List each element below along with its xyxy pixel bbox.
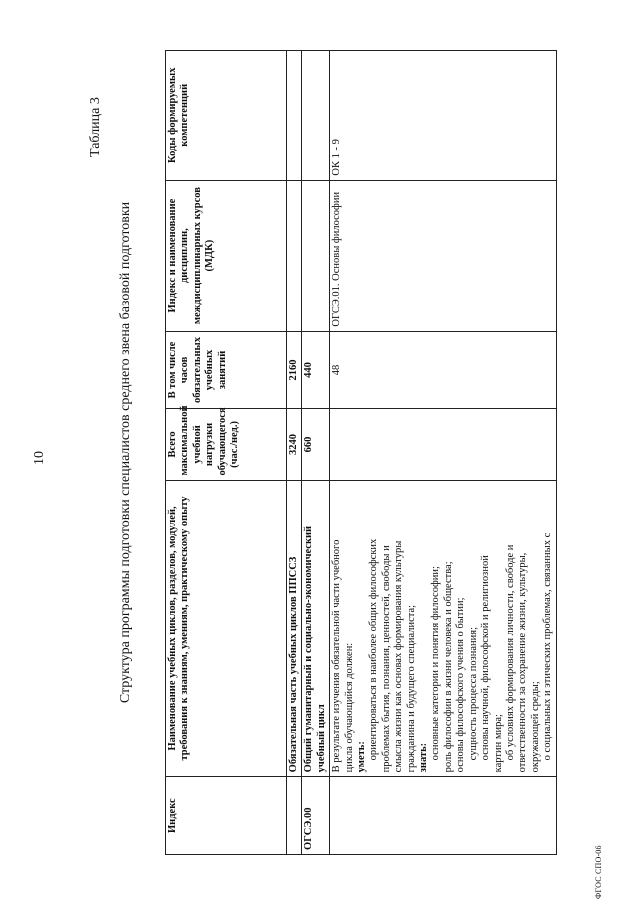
cell-mandatory: 48 xyxy=(330,331,556,409)
header-max-load: Всего максимальной учебной нагрузки обучающегося (час./нед.) xyxy=(166,409,287,480)
requirement-heading-skills: уметь: xyxy=(356,741,368,773)
cell-codes: ОК 1 - 9 xyxy=(330,51,556,181)
requirement-line: гражданина и будущего специалиста; xyxy=(405,604,417,773)
structure-table xyxy=(165,50,557,855)
requirement-line: о социальных и этических проблемах, связанных с xyxy=(542,532,554,761)
cell-mandatory: 440 xyxy=(302,331,330,409)
requirement-line: основные категории и понятия философии; xyxy=(430,566,442,761)
requirement-line: проблемах бытия, познания, ценностей, свободы и xyxy=(380,545,392,773)
requirement-line: окружающей среды; xyxy=(529,681,541,773)
table-row-cycle xyxy=(302,51,330,855)
requirement-heading-knowledge: знать: xyxy=(418,742,430,773)
cell-max-load xyxy=(330,409,556,480)
table-header-row xyxy=(166,51,287,855)
cell-index xyxy=(287,777,302,855)
header-discipline: Индекс и наименование дисциплин, междисциплинарных курсов (МДК) xyxy=(166,180,287,331)
header-competency-codes: Коды формируемых компетенций xyxy=(166,51,287,181)
document-title: Структура программы подготовки специалистов среднего звена базовой подготовки xyxy=(118,201,133,704)
cell-index xyxy=(330,777,556,855)
cell-index: ОГСЭ.00 xyxy=(302,777,330,855)
requirement-line: ориентироваться в наиболее общих философских xyxy=(368,538,380,761)
requirement-line: ответственности за сохранение жизни, культуры, xyxy=(517,552,529,773)
table-caption: Таблица 3 xyxy=(88,97,103,157)
footer-mark: ФГОС СПО-06 xyxy=(594,845,603,899)
cell-mandatory: 2160 xyxy=(287,331,302,409)
requirement-line: об условиях формирования личности, свободе и xyxy=(504,544,516,761)
requirement-line: цикла обучающийся должен: xyxy=(343,642,355,773)
header-name: Наименование учебных циклов, разделов, модулей, требования к знаниям, умениям, практическому опыту xyxy=(166,480,287,777)
cell-codes xyxy=(302,51,330,181)
header-index: Индекс xyxy=(166,777,287,855)
cell-discipline xyxy=(302,180,330,331)
table-row-total xyxy=(287,51,302,855)
cell-codes xyxy=(287,51,302,181)
cell-max-load: 660 xyxy=(302,409,330,480)
requirement-line: смысла жизни как основах формирования культуры xyxy=(393,540,405,773)
requirement-line: основы научной, философской и религиозной xyxy=(480,555,492,761)
cell-name: Общий гуманитарный и социально-экономический учебный цикл xyxy=(302,480,330,777)
cell-discipline xyxy=(287,180,302,331)
cell-name: Обязательная часть учебных циклов ППССЗ xyxy=(287,480,302,777)
page-number: 10 xyxy=(32,451,47,465)
requirement-line: сущность процесса познания; xyxy=(467,626,479,761)
requirement-line: В результате изучения обязательной части учебного xyxy=(331,539,343,773)
requirement-line: роль философии в жизни человека и общества; xyxy=(442,561,454,773)
requirement-line: картин мира; xyxy=(492,714,504,773)
cell-discipline: ОГСЭ.01. Основы философии xyxy=(330,180,556,331)
table-row-discipline xyxy=(330,51,556,855)
requirement-line: основы философского учения о бытии; xyxy=(455,597,467,773)
header-mandatory-hours: В том числе часов обязательных учебных занятий xyxy=(166,331,287,409)
cell-requirements xyxy=(330,480,556,777)
cell-max-load: 3240 xyxy=(287,409,302,480)
